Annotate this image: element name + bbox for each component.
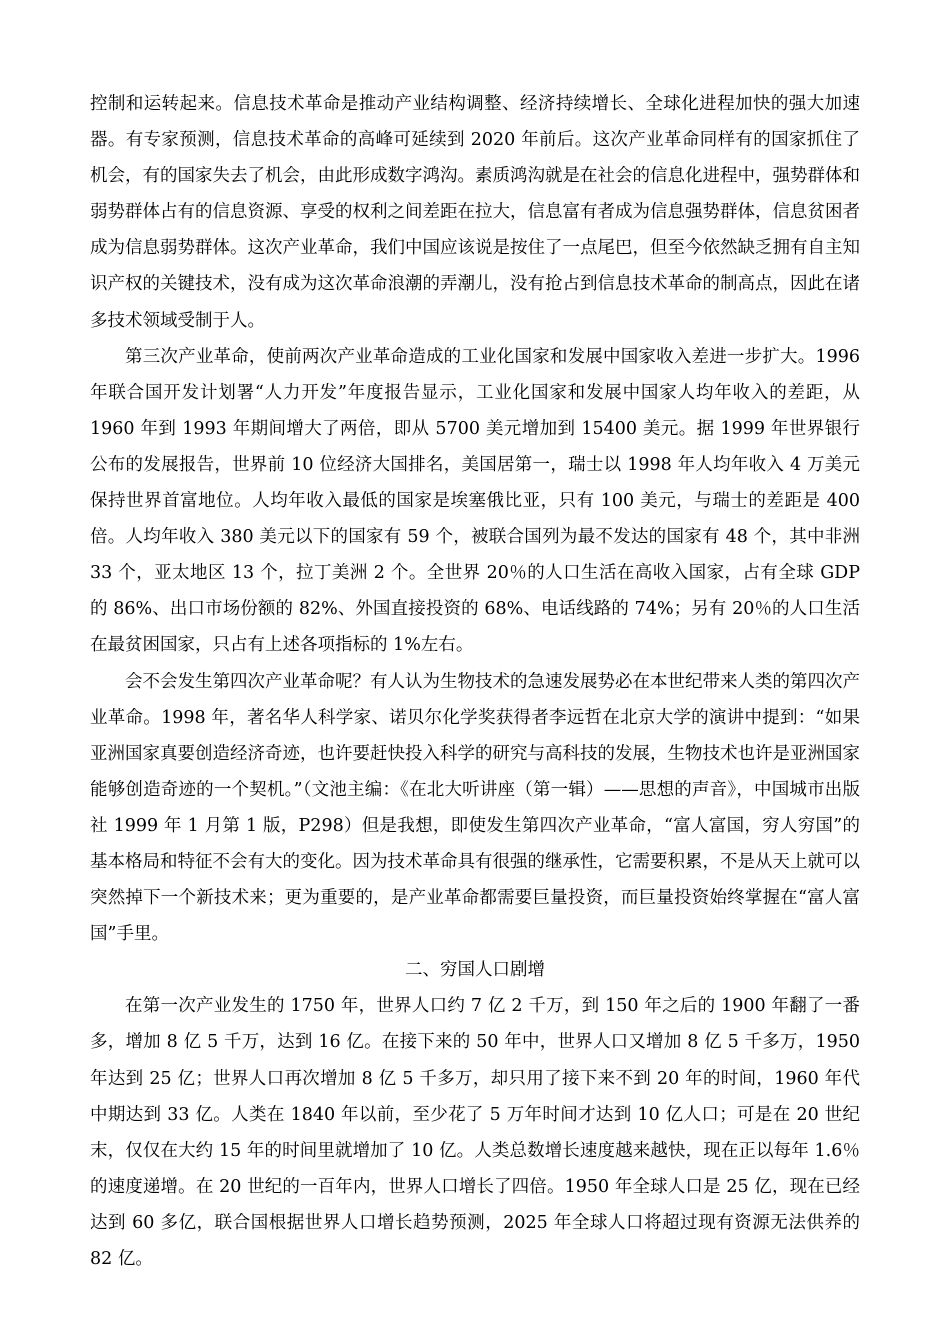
- document-page: [90, 86, 860, 1277]
- body-paragraph-fourth-revolution: 会不会发生第四次产业革命呢？有人认为生物技术的急速发展势必在本世纪带来人类的第四次产业革命。1998 年，著名华人科学家、诺贝尔化学奖获得者李远哲在北京大学的演讲中提到：“如果亚洲国家真要创造经济奇迹，也许要赶快投入科学的研究与高科技的发展，生物技术也许是亚洲国家能够创造奇迹的一个契机。”（文池主编：《在北大听讲座（第一辑）——思想的声音》，中国城市出版社 1999 年 1 月第 1 版，P298）但是我想，即使发生第四次产业革命，“富人富国，穷人穷国”的基本格局和特征不会有大的变化。因为技术革命具有很强的继承性，它需要积累，不是从天上就可以突然掉下一个新技术来；更为重要的，是产业革命都需要巨量投资，而巨量投资始终掌握在“富人富国”手里。: [90, 671, 860, 945]
- body-paragraph-continued: 控制和运转起来。信息技术革命是推动产业结构调整、经济持续增长、全球化进程加快的强大加速器。有专家预测，信息技术革命的高峰可延续到 2020 年前后。这次产业革命同样有的国家抓住了机会，有的国家失去了机会，由此形成数字鸿沟。素质鸿沟就是在社会的信息化进程中，强势群体和弱势群体占有的信息资源、享受的权利之间差距在拉大，信息富有者成为信息强势群体，信息贫困者成为信息弱势群体。这次产业革命，我们中国应该说是按住了一点尾巴，但至今依然缺乏拥有自主知识产权的关键技术，没有成为这次革命浪潮的弄潮儿，没有抢占到信息技术革命的制高点，因此在诸多技术领域受制于人。: [90, 94, 860, 331]
- body-paragraph-third-revolution: 第三次产业革命，使前两次产业革命造成的工业化国家和发展中国家收入差进一步扩大。1996 年联合国开发计划署“人力开发”年度报告显示，工业化国家和发展中国家人均年收入的差距，从 1960 年到 1993 年期间增大了两倍，即从 5700 美元增加到 15400 美元。据 1999 年世界银行公布的发展报告，世界前 10 位经济大国排名，美国居第一，瑞士以 1998 年人均年收入 4 万美元保持世界首富地位。人均年收入最低的国家是埃塞俄比亚，只有 100 美元，与瑞士的差距是 400 倍。人均年收入 380 美元以下的国家有 59 个，被联合国列为最不发达的国家有 48 个，其中非洲 33 个，亚太地区 13 个，拉丁美洲 2 个。全世界 20％的人口生活在高收入国家，占有全球 GDP 的 86%、出口市场份额的 82%、外国直接投资的 68%、电话线路的 74%；另有 20％的人口生活在最贫困国家，只占有上述各项指标的 1%左右。: [90, 346, 860, 656]
- body-paragraph-population: 在第一次产业发生的 1750 年，世界人口约 7 亿 2 千万，到 150 年之后的 1900 年翻了一番多，增加 8 亿 5 千万，达到 16 亿。在接下来的 50 年中，世界人口又增加 8 亿 5 千多万，1950 年达到 25 亿；世界人口再次增加 8 亿 5 千多万，却只用了接下来不到 20 年的时间，1960 年代中期达到 33 亿。人类在 1840 年以前，至少花了 5 万年时间才达到 10 亿人口；可是在 20 世纪末，仅仅在大约 15 年的时间里就增加了 10 亿。人类总数增长速度越来越快，现在正以每年 1.6％的速度递增。在 20 世纪的一百年内，世界人口增长了四倍。1950 年全球人口是 25 亿，现在已经达到 60 多亿，联合国根据世界人口增长趋势预测，2025 年全球人口将超过现有资源无法供养的 82 亿。: [90, 996, 860, 1269]
- section-heading: 二、穷国人口剧增: [405, 960, 545, 981]
